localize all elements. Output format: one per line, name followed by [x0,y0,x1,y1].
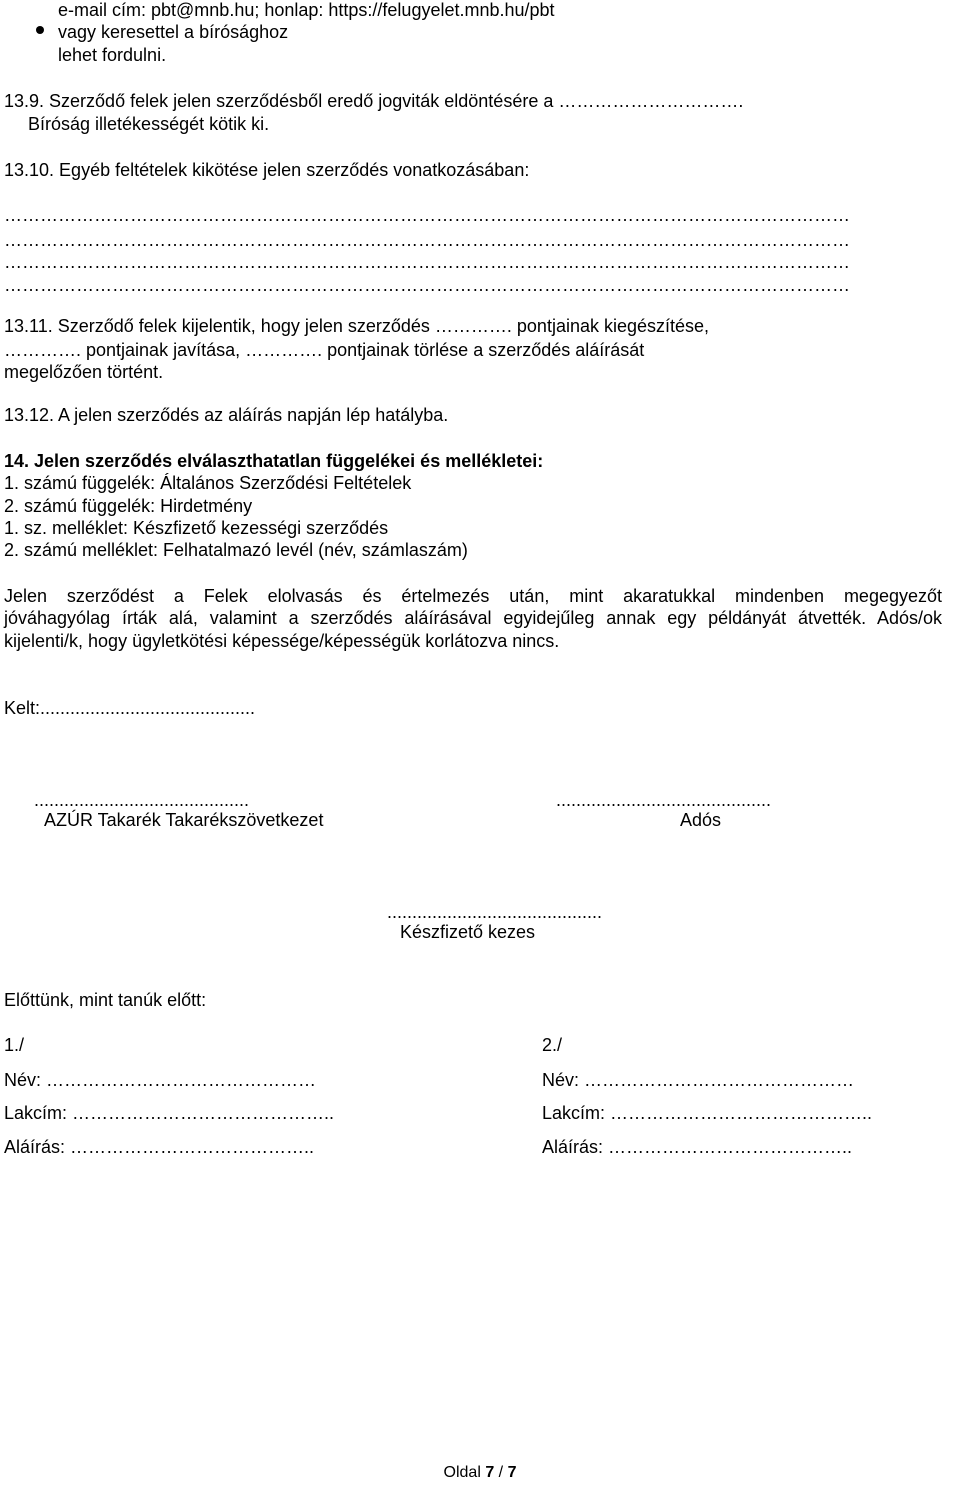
appendix-item: 2. számú melléklet: Felhatalmazó levél (név, számlaszám) [4,540,468,560]
signature-line-center: ........................................... [387,902,603,922]
witness2-address: Lakcím: …………………………………….. [542,1103,873,1123]
page-separator: / [494,1464,508,1481]
section-13-9-line1: 13.9. Szerződő felek jelen szerződésből eredő jogviták eldöntésére a …………………………. [4,91,744,111]
section-14-heading: 14. Jelen szerződés elválaszthatatlan függelékei és mellékletei: [4,451,544,471]
witness2-name: Név: ……………………………………… [542,1070,855,1090]
blank-line: …………………………………………………………………………………………………………………………… [4,230,850,250]
bullet-icon [36,26,44,34]
appendix-item: 1. sz. melléklet: Készfizető kezességi szerződés [4,518,389,538]
section-13-11-line3: megelőzően történt. [4,362,164,382]
witness2-number: 2./ [542,1035,563,1055]
blank-line: …………………………………………………………………………………………………………………………… [4,252,850,272]
page-current: 7 [485,1464,495,1481]
witness1-address: Lakcím: …………………………………….. [4,1103,335,1123]
page-total: 7 [507,1464,517,1481]
closing-line2: jóváhagyólag írták alá, valamint a szerződés aláírásával egyidejűleg annak egy példányát átvették. Adós/ok [4,608,942,628]
blank-line: …………………………………………………………………………………………………………………………… [4,275,850,295]
contact-bullet-line2: lehet fordulni. [58,45,167,65]
section-13-11-line1: 13.11. Szerződő felek kijelentik, hogy jelen szerződés …………. pontjainak kiegészítése, [4,316,710,336]
section-13-12: 13.12. A jelen szerződés az aláírás napján lép hatályba. [4,405,449,425]
closing-line3: kijelenti/k, hogy ügyletkötési képessége/képességük korlátozva nincs. [4,631,560,651]
kelt-field: Kelt:........................................... [4,698,256,718]
witness1-name: Név: ……………………………………… [4,1070,317,1090]
signature-line-left: ........................................... [34,790,250,810]
contact-email-line: e-mail cím: pbt@mnb.hu; honlap: https://felugyelet.mnb.hu/pbt [58,0,555,20]
section-13-9-line2: Bíróság illetékességét kötik ki. [28,114,270,134]
appendix-item: 2. számú függelék: Hirdetmény [4,496,253,516]
signature-label-center: Készfizető kezes [400,922,536,942]
witness1-signature: Aláírás: ………………………………….. [4,1137,315,1157]
appendix-item: 1. számú függelék: Általános Szerződési Feltételek [4,473,412,493]
closing-line1: Jelen szerződést a Felek elolvasás és értelmezés után, mint akaratukkal mindenben megegyezőt [4,586,942,606]
witness2-signature: Aláírás: ………………………………….. [542,1137,853,1157]
page-label: Oldal [443,1464,486,1481]
signature-label-right: Adós [680,810,722,830]
signature-label-left: AZÚR Takarék Takarékszövetkezet [44,810,324,830]
section-13-10-heading: 13.10. Egyéb feltételek kikötése jelen szerződés vonatkozásában: [4,160,530,180]
signature-line-right: ........................................... [556,790,772,810]
witnesses-heading: Előttünk, mint tanúk előtt: [4,990,207,1010]
witness1-number: 1./ [4,1035,25,1055]
page-footer [0,1464,960,1482]
contact-bullet-line1: vagy keresettel a bírósághoz [58,22,289,42]
section-13-11-line2: …………. pontjainak javítása, …………. pontjainak törlése a szerződés aláírását [4,340,645,360]
blank-line: …………………………………………………………………………………………………………………………… [4,205,850,225]
